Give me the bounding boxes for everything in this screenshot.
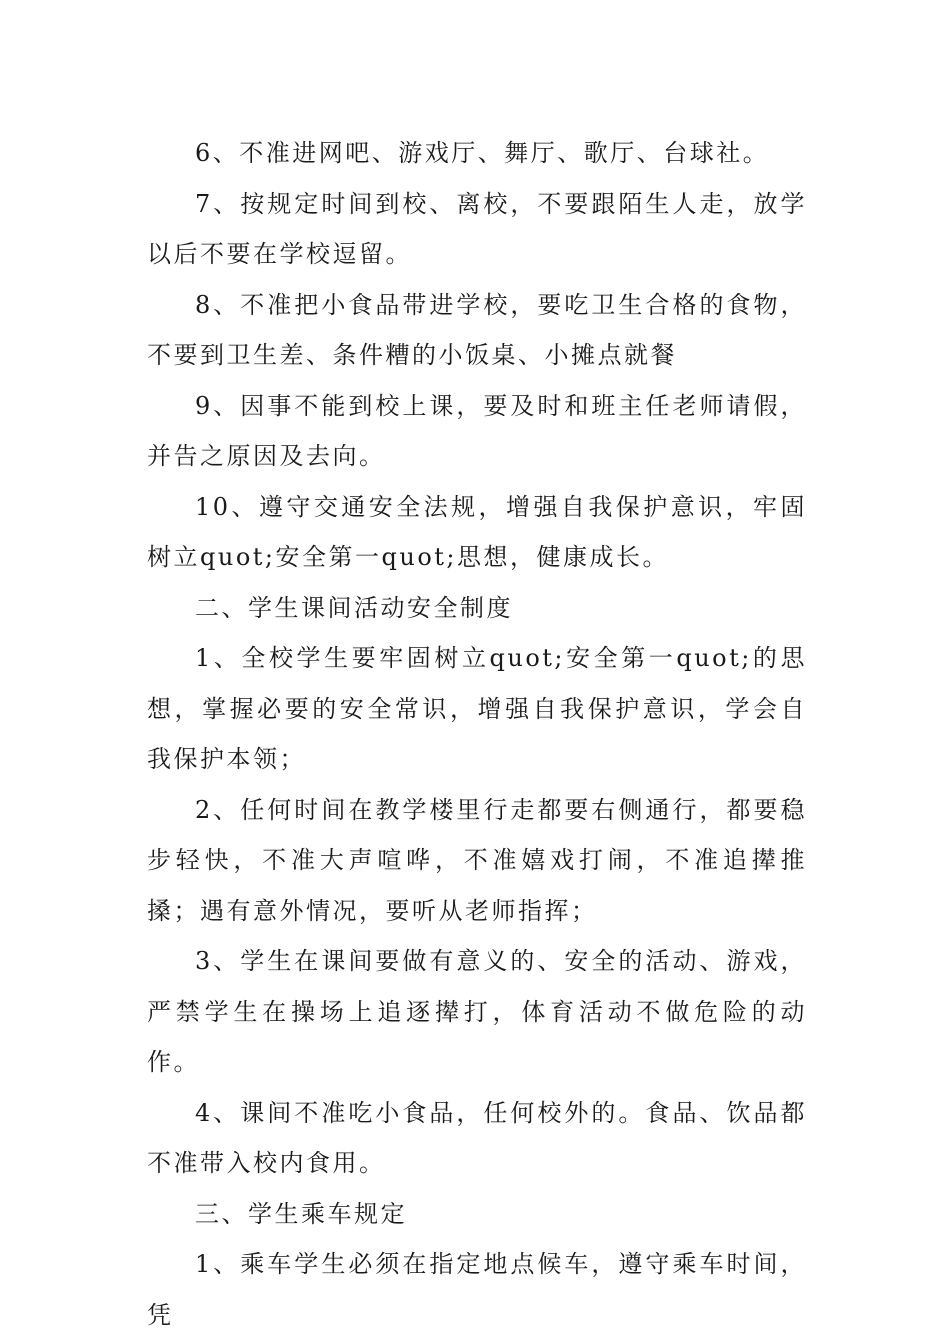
break-rule-3-paragraph: 3、学生在课间要做有意义的、安全的活动、游戏，严禁学生在操场上追逐撵打，体育活动不做危险的动作。 bbox=[147, 947, 807, 1076]
break-rule-1-paragraph: 1、全校学生要牢固树立quot;安全第一quot;的思想，掌握必要的安全常识，增强自我保护意识，学会自我保护本领； bbox=[147, 644, 807, 773]
break-rule-2-paragraph: 2、任何时间在教学楼里行走都要右侧通行，都要稳步轻快，不准大声喧哗，不准嬉戏打闹，不准追撵推搡；遇有意外情况，要听从老师指挥； bbox=[147, 795, 807, 925]
rule-6-paragraph: 6、不准进网吧、游戏厅、舞厅、歌厅、台球社。 bbox=[195, 139, 770, 167]
rule-8-paragraph: 8、不准把小食品带进学校，要吃卫生合格的食物，不要到卫生差、条件糟的小饭桌、小摊点就餐 bbox=[147, 290, 807, 369]
section-2-heading: 二、学生课间活动安全制度 bbox=[195, 593, 513, 622]
break-rule-4-paragraph: 4、课间不准吃小食品，任何校外的。食品、饮品都不准带入校内食用。 bbox=[147, 1098, 807, 1177]
rule-7-paragraph: 7、按规定时间到校、离校，不要跟陌生人走，放学以后不要在学校逗留。 bbox=[147, 189, 807, 268]
bus-rule-1-paragraph: 1、乘车学生必须在指定地点候车，遵守乘车时间，凭 bbox=[147, 1250, 807, 1329]
document-body bbox=[147, 128, 807, 1340]
rule-10-paragraph: 10、遵守交通安全法规，增强自我保护意识，牢固树立quot;安全第一quot;思想，健康成长。 bbox=[147, 492, 807, 571]
rule-9-paragraph: 9、因事不能到校上课，要及时和班主任老师请假，并告之原因及去向。 bbox=[147, 391, 807, 470]
section-3-heading: 三、学生乘车规定 bbox=[195, 1199, 407, 1228]
